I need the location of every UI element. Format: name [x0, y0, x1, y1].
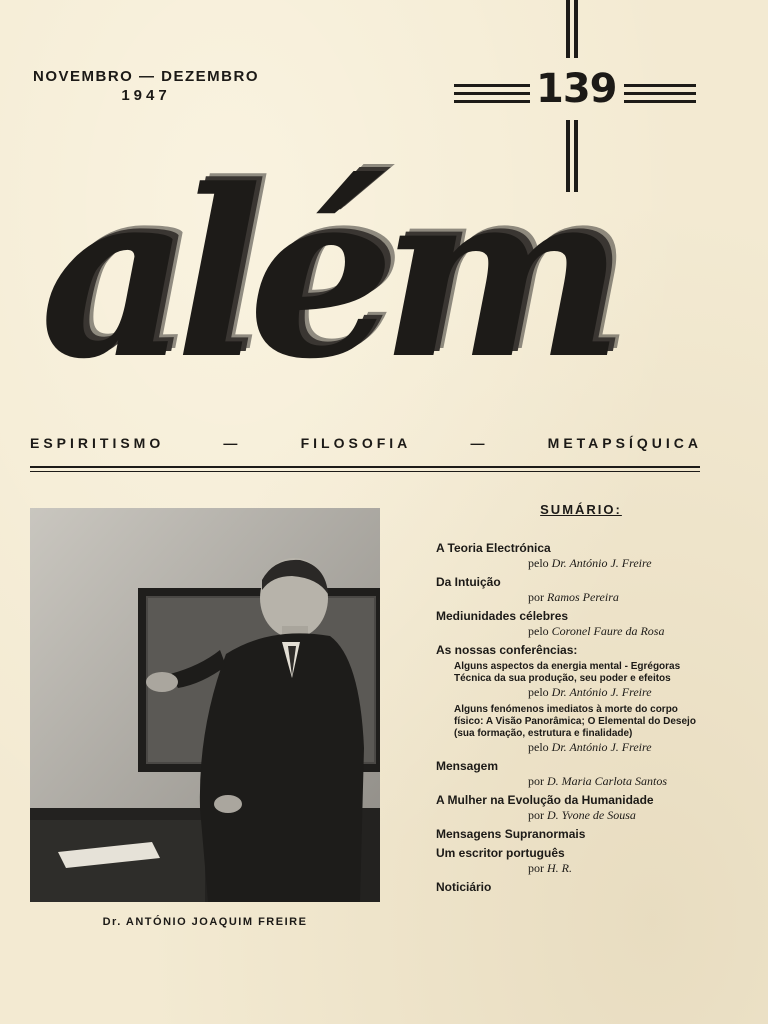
- toc-item-title: As nossas conferências:: [436, 643, 578, 657]
- toc-item-title: Da Intuição: [436, 575, 501, 589]
- toc-item-author: [436, 774, 706, 789]
- toc-item-author: [436, 861, 706, 876]
- toc-item-title: Mediunidades célebres: [436, 609, 569, 623]
- subtitle-metapsiquica: METAPSÍQUICA: [547, 435, 702, 451]
- author-name: Ramos Pereira: [547, 590, 619, 604]
- toc-subitem-description: Alguns fenómenos imediatos à morte do corpo físico: A Visão Panorâmica; O Elemental do Desejo (sua formação, estrutura e finalidade): [454, 704, 696, 739]
- author-prefix: por: [528, 774, 544, 788]
- author-name: D. Yvone de Sousa: [547, 808, 636, 822]
- toc-subitem-description: Alguns aspectos da energia mental - Egrégoras Técnica da sua produção, seu poder e efeitos: [454, 661, 681, 684]
- masthead-logo: [40, 140, 730, 410]
- toc-item-title: A Teoria Electrónica: [436, 541, 551, 555]
- author-prefix: por: [528, 590, 544, 604]
- subtitle-espiritismo: ESPIRITISMO: [30, 435, 165, 451]
- portrait-photo: [30, 508, 380, 902]
- portrait-image: [30, 508, 380, 902]
- author-name: Coronel Faure da Rosa: [551, 624, 665, 638]
- author-prefix: pelo: [528, 740, 549, 754]
- issue-number: 139: [536, 66, 617, 112]
- subtitle-dash: —: [223, 435, 242, 451]
- toc-item-title: Mensagens Supranormais: [436, 827, 586, 841]
- author-prefix: pelo: [528, 624, 549, 638]
- author-prefix: por: [528, 861, 544, 875]
- toc-item-title: Mensagem: [436, 759, 499, 773]
- author-name: Dr. António J. Freire: [551, 556, 652, 570]
- toc-item-author: [436, 556, 706, 571]
- subtitle-dash: —: [470, 435, 489, 451]
- toc-item-title: A Mulher na Evolução da Humanidade: [436, 793, 654, 807]
- divider-rule: [30, 466, 700, 468]
- subtitle-filosofia: FILOSOFIA: [300, 435, 412, 451]
- author-name: H. R.: [547, 861, 572, 875]
- issue-date: [30, 68, 262, 104]
- toc-item-title: Noticiário: [436, 880, 492, 894]
- author-prefix: pelo: [528, 556, 549, 570]
- author-prefix: pelo: [528, 685, 549, 699]
- table-of-contents: [436, 502, 706, 895]
- portrait-caption: Dr. ANTÓNIO JOAQUIM FREIRE: [102, 916, 308, 928]
- toc-item-author: [436, 808, 706, 823]
- issue-year: 1947: [121, 87, 171, 104]
- toc-item-author: [436, 590, 706, 605]
- toc-item-author: [436, 740, 706, 755]
- toc-item-author: [436, 624, 706, 639]
- subtitle-bar: [30, 432, 702, 454]
- masthead-logo-text: além: [40, 140, 611, 410]
- summary-heading: SUMÁRIO:: [540, 502, 622, 517]
- issue-months: NOVEMBRO — DEZEMBRO: [32, 68, 259, 85]
- author-name: Dr. António J. Freire: [551, 740, 652, 754]
- toc-item-author: [436, 685, 706, 700]
- author-name: Dr. António J. Freire: [551, 685, 652, 699]
- toc-item-title: Um escritor português: [436, 846, 565, 860]
- author-prefix: por: [528, 808, 544, 822]
- divider-rule: [30, 471, 700, 472]
- author-name: D. Maria Carlota Santos: [547, 774, 668, 788]
